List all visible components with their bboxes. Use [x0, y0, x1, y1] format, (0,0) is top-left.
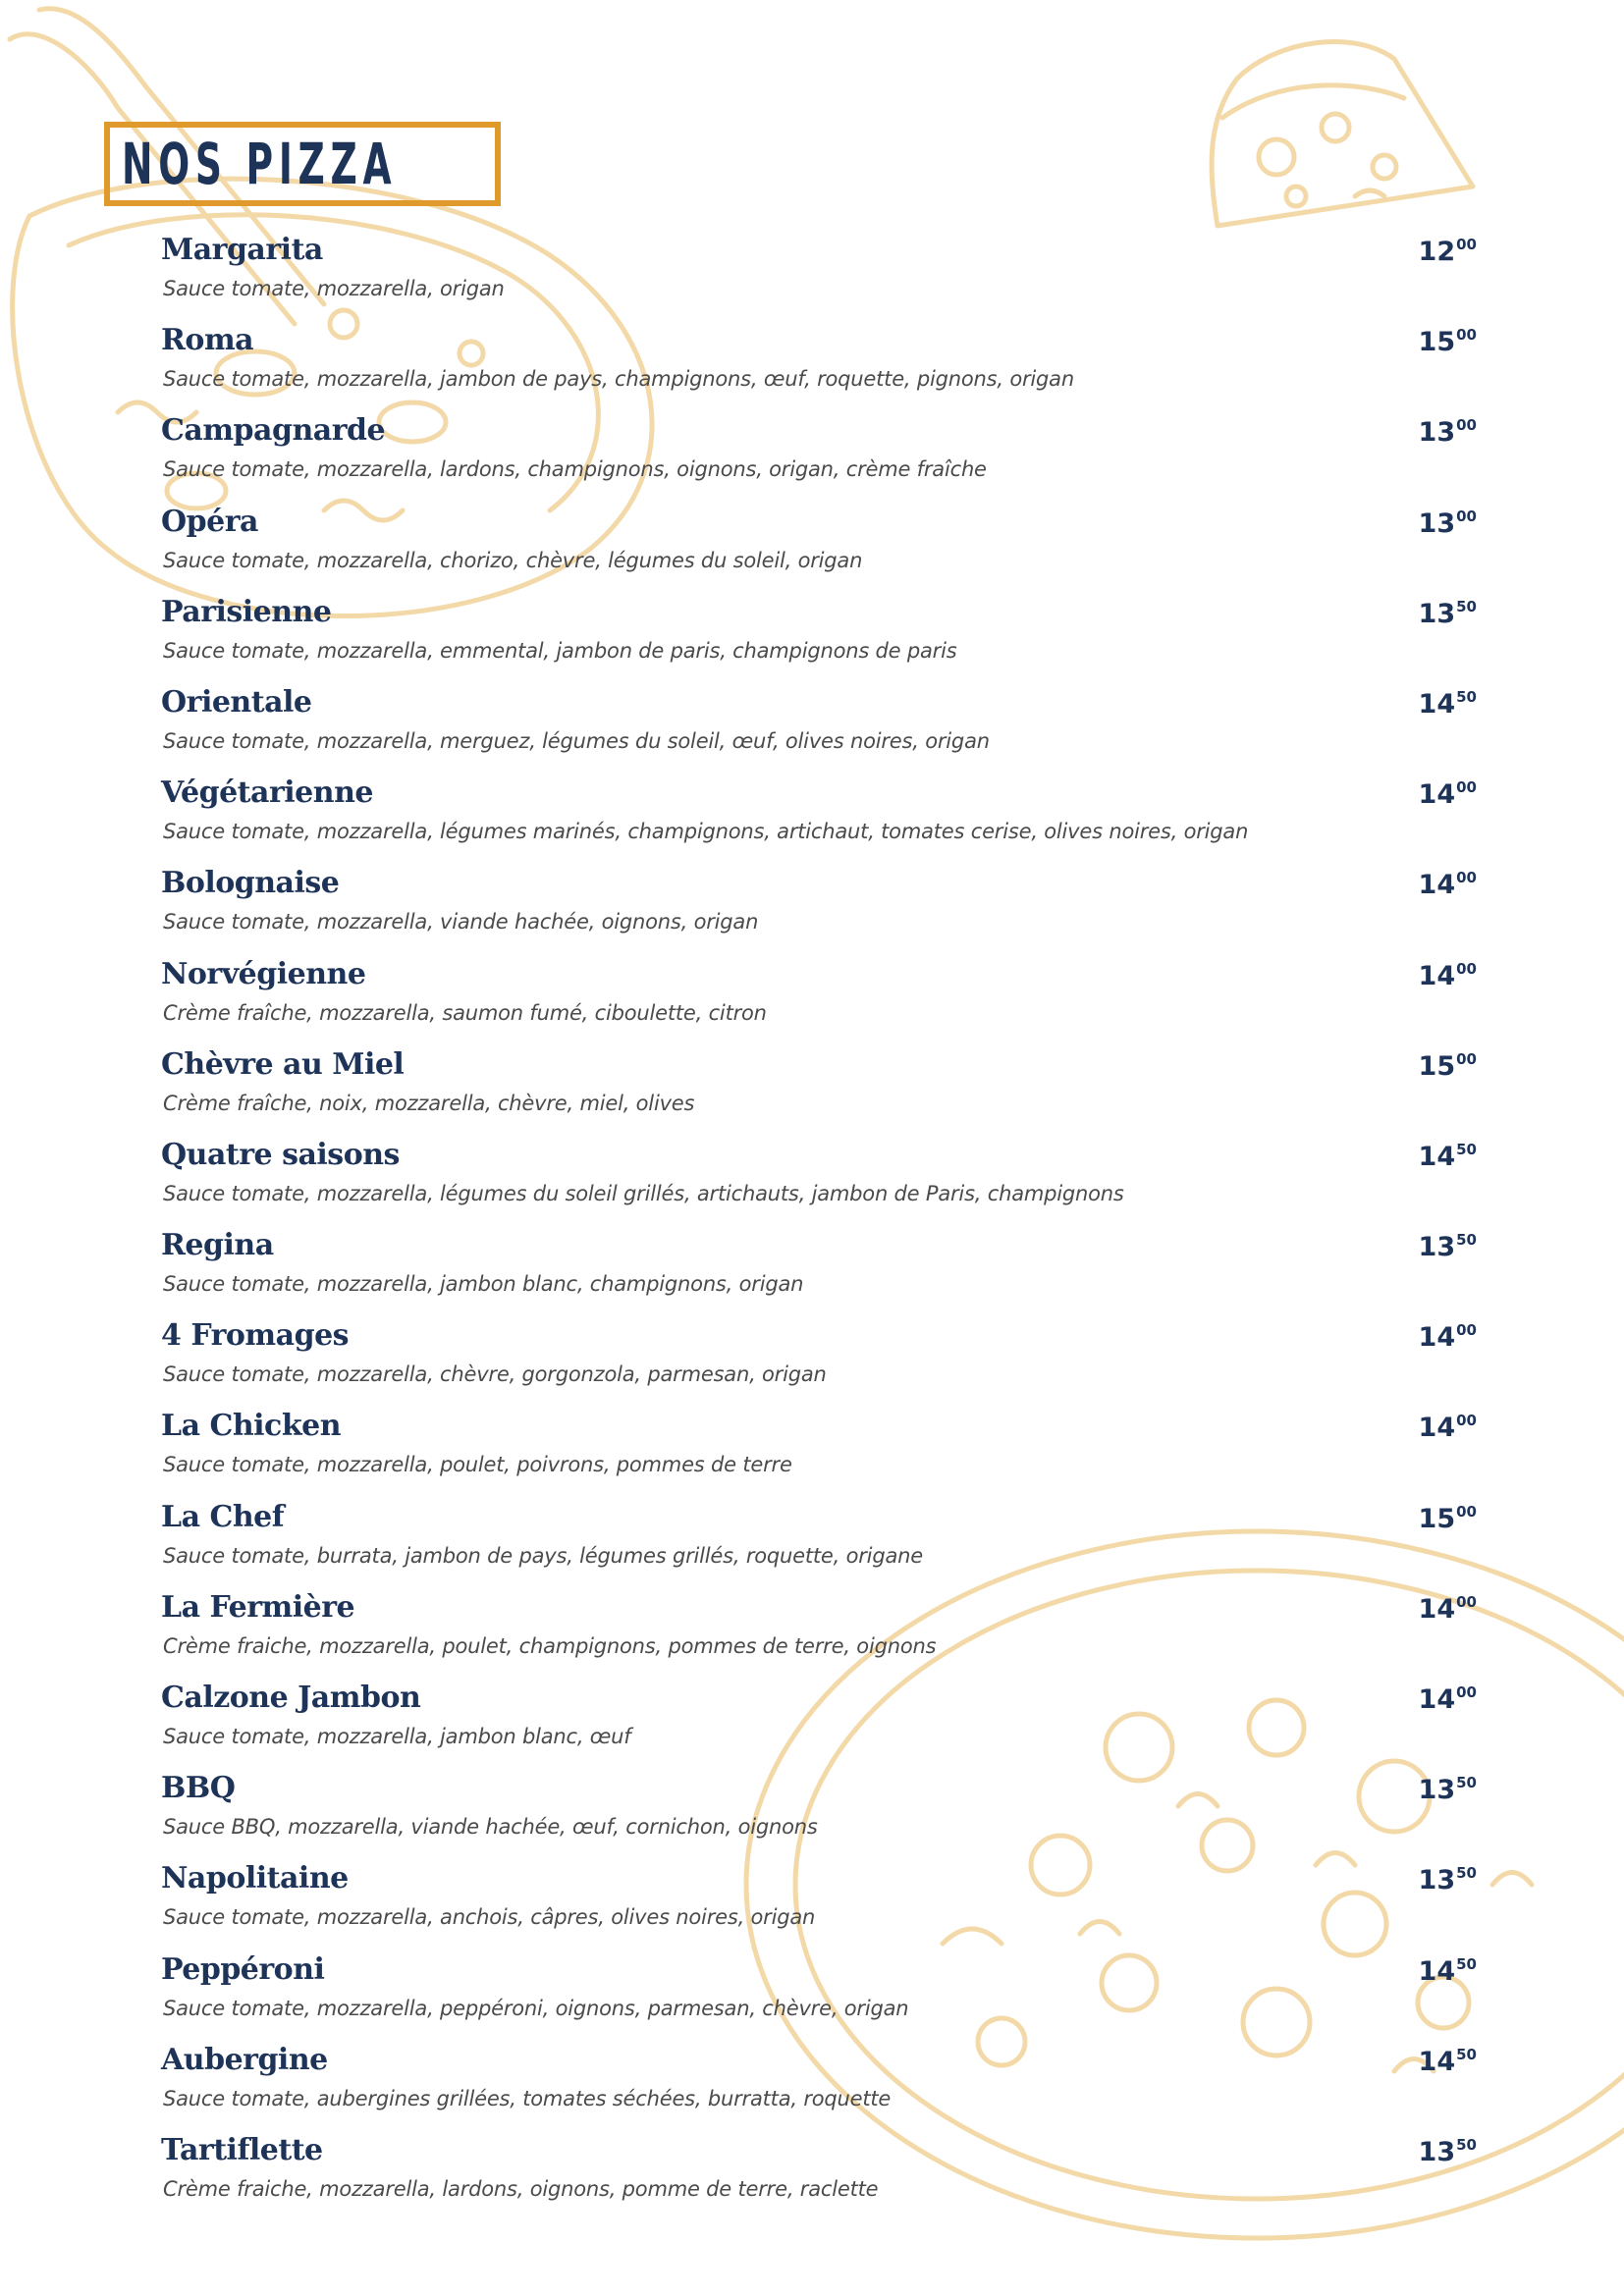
menu-item [161, 774, 1477, 865]
item-name: La Chef [161, 1499, 285, 1534]
item-name: 4 Fromages [161, 1318, 350, 1354]
price-cents: 50 [1456, 687, 1477, 706]
item-description: Crème fraîche, noix, mozzarella, chèvre, miel, olives [163, 1091, 695, 1115]
item-name: Campagnarde [161, 413, 386, 449]
price-cents: 50 [1456, 1140, 1477, 1158]
item-name: Calzone Jambon [161, 1681, 421, 1715]
price-cents: 00 [1456, 1412, 1477, 1430]
item-name: Végétarienne [161, 775, 373, 811]
price-euros: 14 [1418, 1955, 1456, 1987]
item-price [1419, 2046, 1477, 2079]
item-name: Aubergine [161, 2042, 328, 2077]
page-title: NOS PIZZA [122, 131, 398, 197]
price-cents: 50 [1456, 1774, 1477, 1792]
item-price [1419, 2136, 1477, 2169]
price-euros: 14 [1418, 1322, 1456, 1354]
item-name: BBQ [161, 1771, 236, 1806]
price-cents: 00 [1456, 507, 1477, 525]
item-description: Sauce BBQ, mozzarella, viande hachée, œuf, cornichon, oignons [163, 1815, 818, 1840]
price-euros: 14 [1418, 1413, 1456, 1444]
item-description: Sauce tomate, mozzarella, poulet, poivrons, pommes de terre [163, 1453, 792, 1477]
item-description: Sauce tomate, mozzarella, légumes du soleil grillés, artichauts, jambon de Paris, champignons [163, 1181, 1124, 1205]
item-price [1419, 416, 1477, 450]
item-description: Sauce tomate, burrata, jambon de pays, légumes grillés, roquette, origane [163, 1543, 923, 1568]
price-cents: 00 [1456, 1049, 1477, 1068]
price-cents: 00 [1456, 1592, 1477, 1611]
item-price [1419, 1231, 1477, 1264]
item-description: Crème fraîche, mozzarella, saumon fumé, ciboulette, citron [163, 1000, 767, 1025]
item-description: Sauce tomate, mozzarella, viande hachée, oignons, origan [163, 910, 759, 934]
item-name: Chèvre au Miel [161, 1046, 405, 1082]
menu-item [161, 1227, 1477, 1317]
menu-item [161, 322, 1477, 412]
item-price [1419, 1050, 1477, 1084]
price-euros: 14 [1418, 2046, 1456, 2077]
price-euros: 13 [1418, 417, 1456, 449]
price-euros: 14 [1418, 1141, 1456, 1172]
item-name: La Fermière [161, 1589, 355, 1625]
price-cents: 00 [1456, 1321, 1477, 1340]
price-cents: 00 [1456, 326, 1477, 345]
item-description: Sauce tomate, mozzarella, jambon blanc, champignons, origan [163, 1272, 804, 1297]
price-cents: 00 [1456, 1683, 1477, 1701]
item-price [1419, 598, 1477, 631]
price-euros: 14 [1418, 779, 1456, 811]
menu-item [161, 1770, 1477, 1860]
price-cents: 50 [1456, 2135, 1477, 2154]
price-euros: 13 [1418, 598, 1456, 629]
item-description: Sauce tomate, mozzarella, chèvre, gorgonzola, parmesan, origan [163, 1362, 827, 1387]
item-name: Peppéroni [161, 1951, 325, 1987]
item-description: Sauce tomate, mozzarella, lardons, champignons, oignons, origan, crème fraîche [163, 457, 987, 482]
menu-item [161, 1137, 1477, 1227]
price-euros: 15 [1418, 327, 1456, 358]
item-name: La Chicken [161, 1409, 342, 1444]
item-price [1419, 869, 1477, 902]
item-price [1419, 688, 1477, 721]
item-price [1419, 1683, 1477, 1717]
item-name: Tartiflette [161, 2132, 323, 2167]
item-name: Opéra [161, 504, 258, 539]
item-description: Sauce tomate, mozzarella, emmental, jambon de paris, champignons de paris [163, 638, 957, 663]
item-name: Parisienne [161, 594, 332, 629]
item-price [1419, 1593, 1477, 1627]
menu-item [161, 504, 1477, 594]
item-name: Bolognaise [161, 866, 340, 901]
item-price [1419, 326, 1477, 359]
item-name: Norvégienne [161, 956, 366, 991]
item-price [1419, 1774, 1477, 1807]
menu-item [161, 1408, 1477, 1498]
price-cents: 00 [1456, 236, 1477, 253]
price-euros: 14 [1418, 960, 1456, 991]
price-cents: 00 [1456, 1502, 1477, 1521]
price-cents: 50 [1456, 597, 1477, 615]
menu-item [161, 684, 1477, 774]
item-price [1419, 507, 1477, 541]
item-description: Sauce tomate, mozzarella, chorizo, chèvre, légumes du soleil, origan [163, 548, 863, 572]
menu-item [161, 2132, 1477, 2222]
item-description: Sauce tomate, mozzarella, merguez, légumes du soleil, œuf, olives noires, origan [163, 728, 990, 753]
menu-item [161, 1046, 1477, 1137]
title-frame [104, 122, 501, 206]
price-euros: 12 [1418, 237, 1456, 267]
price-cents: 00 [1456, 869, 1477, 887]
item-description: Sauce tomate, mozzarella, légumes marinés, champignons, artichaut, tomates cerise, olives noires, origan [163, 820, 1249, 844]
price-cents: 00 [1456, 416, 1477, 435]
item-price [1419, 1503, 1477, 1536]
item-name: Margarita [161, 233, 323, 267]
menu-item [161, 1951, 1477, 2042]
menu-item [161, 1589, 1477, 1680]
menu-item [161, 412, 1477, 503]
price-cents: 50 [1456, 1231, 1477, 1250]
item-description: Sauce tomate, mozzarella, jambon blanc, œuf [163, 1725, 631, 1748]
price-cents: 00 [1456, 778, 1477, 797]
menu-item [161, 594, 1477, 684]
menu-item [161, 865, 1477, 955]
menu-item [161, 956, 1477, 1046]
price-euros: 14 [1418, 870, 1456, 901]
item-name: Quatre saisons [161, 1137, 400, 1172]
price-euros: 14 [1418, 688, 1456, 720]
menu-item [161, 2042, 1477, 2132]
price-cents: 50 [1456, 2045, 1477, 2063]
price-euros: 15 [1418, 1503, 1456, 1534]
price-euros: 15 [1418, 1050, 1456, 1082]
item-price [1419, 960, 1477, 993]
menu-item [161, 1317, 1477, 1408]
menu-item [161, 232, 1477, 322]
item-description: Sauce tomate, mozzarella, anchois, câpres, olives noires, origan [163, 1905, 816, 1930]
menu-item [161, 1860, 1477, 1950]
price-euros: 13 [1418, 1232, 1456, 1263]
price-euros: 13 [1418, 1775, 1456, 1806]
item-name: Orientale [161, 684, 312, 720]
item-price [1419, 236, 1477, 269]
item-price [1419, 1412, 1477, 1445]
item-price [1419, 1955, 1477, 1989]
item-name: Roma [161, 323, 254, 358]
item-price [1419, 1141, 1477, 1174]
item-price [1419, 778, 1477, 812]
price-cents: 50 [1456, 1864, 1477, 1883]
price-euros: 14 [1418, 1593, 1456, 1625]
price-cents: 50 [1456, 1954, 1477, 1973]
menu-item [161, 1499, 1477, 1589]
item-description: Crème fraiche, mozzarella, lardons, oignons, pomme de terre, raclette [163, 2176, 879, 2201]
item-name: Napolitaine [161, 1861, 349, 1896]
price-euros: 13 [1418, 1865, 1456, 1896]
item-description: Sauce tomate, aubergines grillées, tomates séchées, burratta, roquette [163, 2086, 892, 2110]
item-name: Regina [161, 1228, 274, 1263]
item-description: Sauce tomate, mozzarella, peppéroni, oignons, parmesan, chèvre, origan [163, 1996, 909, 2020]
pizza-slice-icon [1212, 42, 1473, 226]
item-price [1419, 1321, 1477, 1355]
item-description: Sauce tomate, mozzarella, jambon de pays, champignons, œuf, roquette, pignons, origan [163, 367, 1074, 392]
price-euros: 13 [1418, 2136, 1456, 2167]
price-cents: 00 [1456, 959, 1477, 978]
item-price [1419, 1864, 1477, 1897]
menu-item [161, 1680, 1477, 1770]
item-description: Sauce tomate, mozzarella, origan [163, 277, 505, 300]
price-euros: 13 [1418, 507, 1456, 539]
menu-list [161, 232, 1477, 2222]
price-euros: 14 [1418, 1684, 1456, 1715]
item-description: Crème fraiche, mozzarella, poulet, champignons, pommes de terre, oignons [163, 1633, 937, 1658]
